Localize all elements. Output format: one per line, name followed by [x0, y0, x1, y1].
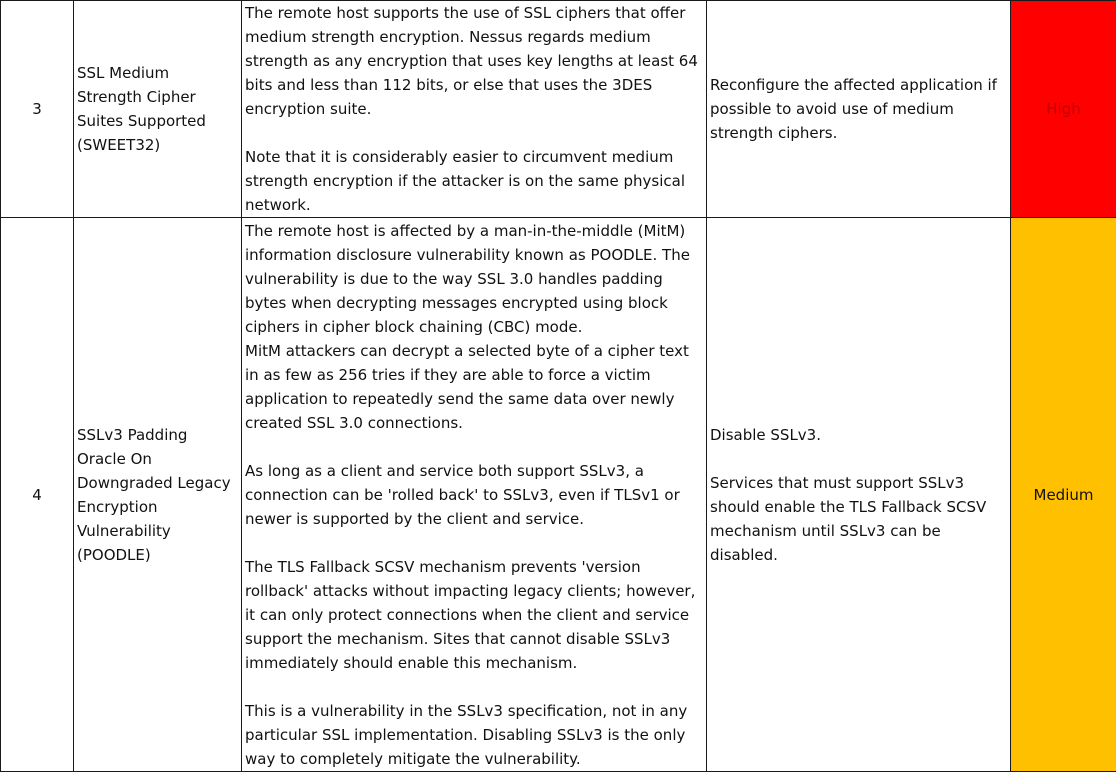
description-cell	[242, 218, 707, 772]
remediation-paragraph: Services that must support SSLv3 should enable the TLS Fallback SCSV mechanism until SSLv3 can be disabled.	[710, 471, 1007, 567]
description-paragraph: This is a vulnerability in the SSLv3 specification, not in any particular SSL implementation. Disabling SSLv3 is the only way to completely mitigate the vulnerability.	[245, 699, 703, 771]
description-paragraph: Note that it is considerably easier to circumvent medium strength encryption if the attacker is on the same physical network.	[245, 145, 703, 217]
severity-cell	[1011, 1, 1116, 218]
severity-cell	[1011, 218, 1116, 772]
row-number-cell: 4	[1, 218, 74, 772]
remediation-paragraph: Reconfigure the affected application if possible to avoid use of medium strength ciphers.	[710, 73, 1007, 145]
severity-label: Medium	[1034, 483, 1094, 507]
vulnerability-name-cell: SSL Medium Strength Cipher Suites Supported (SWEET32)	[74, 1, 242, 218]
remediation-cell	[707, 1, 1011, 218]
description-paragraph: As long as a client and service both support SSLv3, a connection can be 'rolled back' to SSLv3, even if TLSv1 or newer is supported by the client and service.	[245, 459, 703, 531]
remediation-cell	[707, 218, 1011, 772]
description-paragraph: The remote host supports the use of SSL ciphers that offer medium strength encryption. Nessus regards medium strength as any encryption that uses key lengths at least 64 bits and less than 112 bits, or else that uses the 3DES encryption suite.	[245, 1, 703, 121]
description-paragraph: The remote host is affected by a man-in-the-middle (MitM) information disclosure vulnerability known as POODLE. The vulnerability is due to the way SSL 3.0 handles padding bytes when decrypting messages encrypted using block ciphers in cipher block chaining (CBC) mode.	[245, 219, 703, 339]
remediation-paragraph: Disable SSLv3.	[710, 423, 1007, 447]
description-cell	[242, 1, 707, 218]
description-paragraph: The TLS Fallback SCSV mechanism prevents 'version rollback' attacks without impacting legacy clients; however, it can only protect connections when the client and service support the mechanism. Sites that cannot disable SSLv3 immediately should enable this mechanism.	[245, 555, 703, 675]
severity-label: High	[1046, 97, 1080, 121]
table-row	[1, 1, 1116, 218]
table-row	[1, 218, 1116, 772]
row-number-cell: 3	[1, 1, 74, 218]
description-paragraph: MitM attackers can decrypt a selected byte of a cipher text in as few as 256 tries if they are able to force a victim application to repeatedly send the same data over newly created SSL 3.0 connections.	[245, 339, 703, 435]
vulnerability-name-cell: SSLv3 Padding Oracle On Downgraded Legacy Encryption Vulnerability (POODLE)	[74, 218, 242, 772]
